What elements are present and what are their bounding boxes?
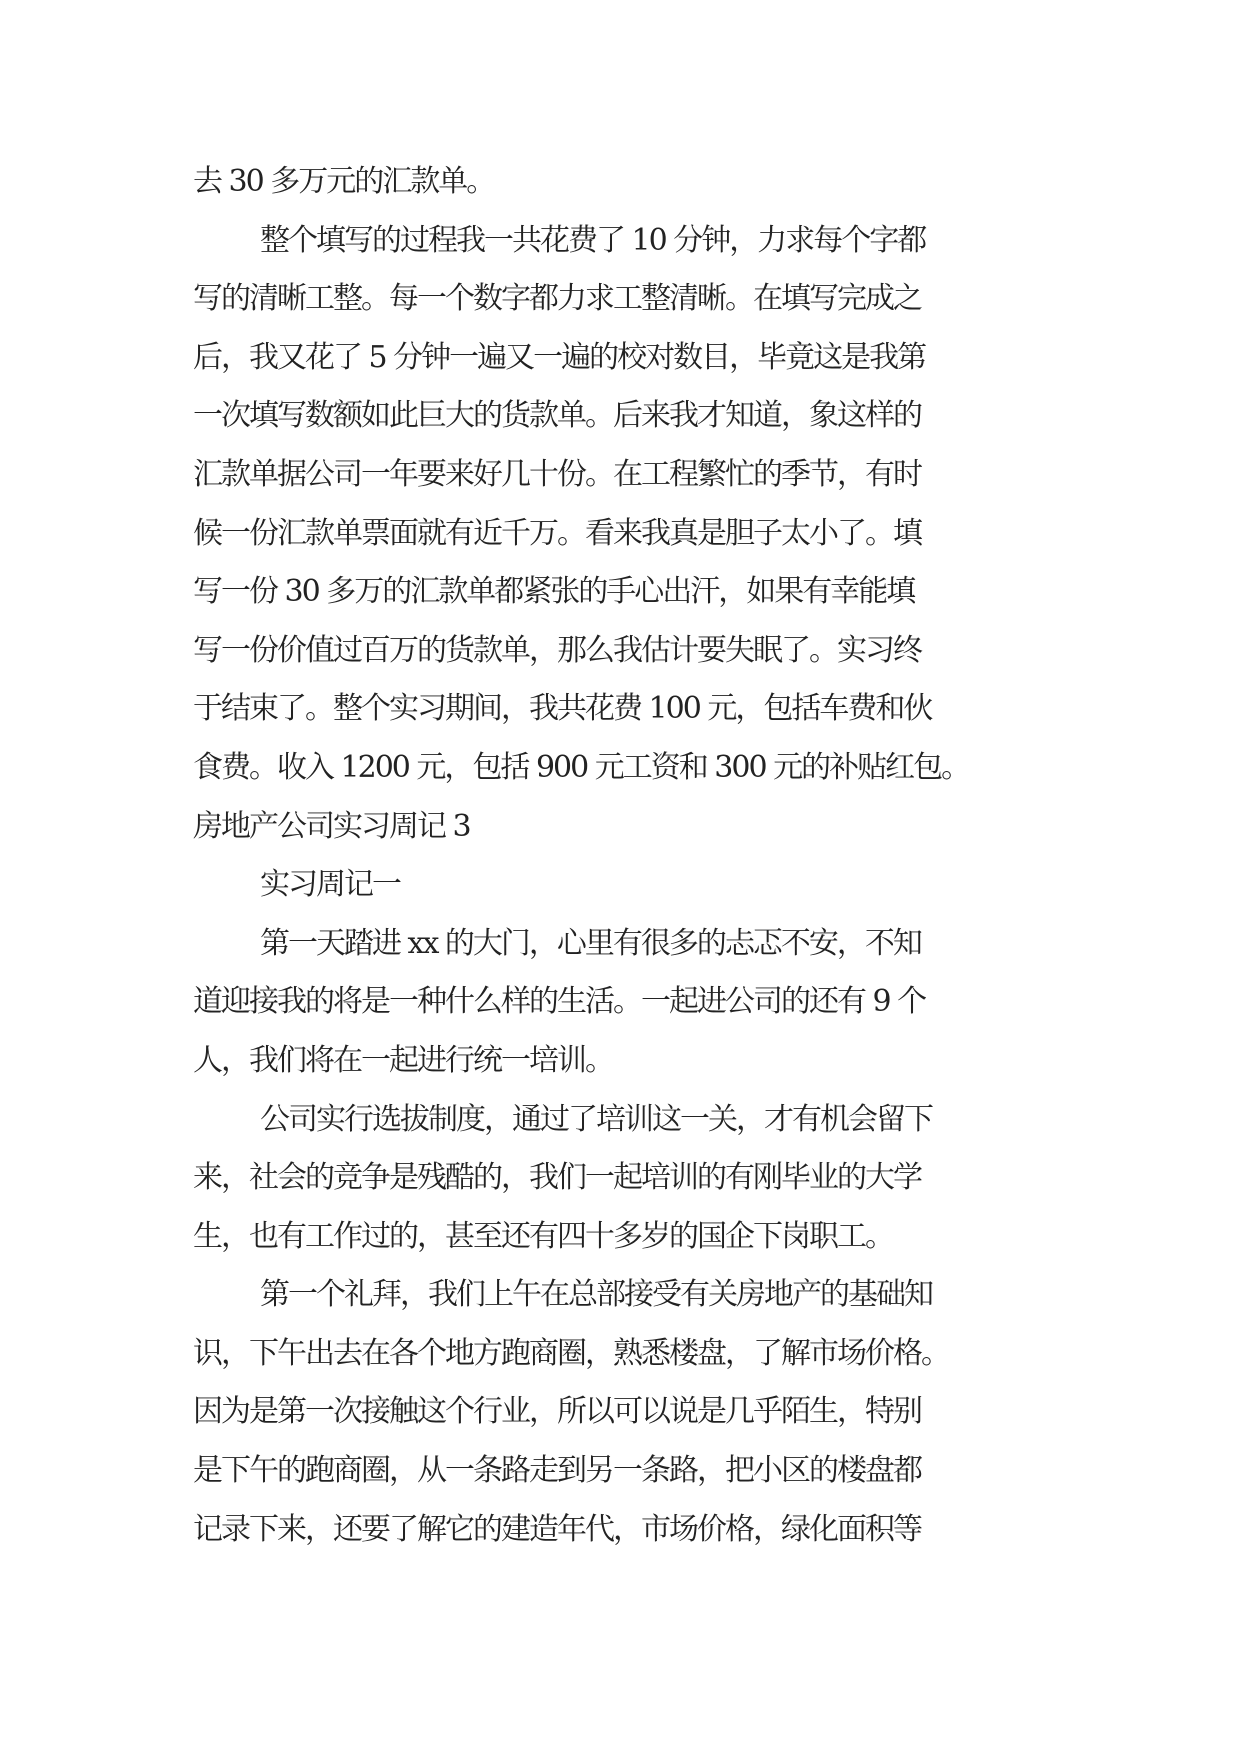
text-line: 生，也有工作过的，甚至还有四十多岁的国企下岗职工。: [193, 1218, 893, 1254]
text-line: 整个填写的过程我一共花费了 10 分钟，力求每个字都: [260, 222, 926, 258]
document-body: [0, 153, 1241, 1559]
text-line: 识，下午出去在各个地方跑商圈，熟悉楼盘，了解市场价格。: [193, 1335, 949, 1371]
text-line: 写一份 30 多万的汇款单都紧张的手心出汗，如果有幸能填: [193, 574, 915, 610]
text-line: 汇款单据公司一年要来好几十份。在工程繁忙的季节，有时: [193, 456, 921, 492]
text-line: 写一份价值过百万的货款单，那么我估计要失眠了。实习终: [193, 632, 921, 668]
text-line: 记录下来，还要了解它的建造年代，市场价格，绿化面积等: [193, 1511, 921, 1547]
text-line: 因为是第一次接触这个行业，所以可以说是几乎陌生，特别: [193, 1394, 921, 1430]
text-line: 去 30 多万元的汇款单。: [193, 164, 495, 199]
text-line: 公司实行选拔制度，通过了培训这一关，才有机会留下: [260, 1101, 932, 1137]
text-line: 实习周记一: [260, 867, 400, 903]
text-line: 一次填写数额如此巨大的货款单。后来我才知道，象这样的: [193, 398, 921, 434]
text-line: 是下午的跑商圈，从一条路走到另一条路，把小区的楼盘都: [193, 1453, 921, 1489]
text-line: 道迎接我的将是一种什么样的生活。一起进公司的还有 9 个: [193, 984, 926, 1020]
text-line: 后，我又花了 5 分钟一遍又一遍的校对数目，毕竟这是我第: [193, 339, 926, 375]
text-line: 第一天踏进 xx 的大门，心里有很多的忐忑不安，不知: [260, 925, 921, 961]
text-line: 于结束了。整个实习期间，我共花费 100 元，包括车费和伙: [193, 691, 932, 727]
text-line: 食费。收入 1200 元，包括 900 元工资和 300 元的补贴红包。: [193, 749, 970, 785]
text-line: 候一份汇款单票面就有近千万。看来我真是胆子太小了。填: [193, 515, 921, 551]
text-line: 房地产公司实习周记 3: [193, 808, 470, 844]
text-line: 来，社会的竞争是残酷的，我们一起培训的有刚毕业的大学: [193, 1160, 921, 1196]
text-line: 写的清晰工整。每一个数字都力求工整清晰。在填写完成之: [193, 281, 921, 317]
text-line: 人，我们将在一起进行统一培训。: [193, 1042, 613, 1078]
text-line: 第一个礼拜，我们上午在总部接受有关房地产的基础知: [260, 1277, 932, 1313]
